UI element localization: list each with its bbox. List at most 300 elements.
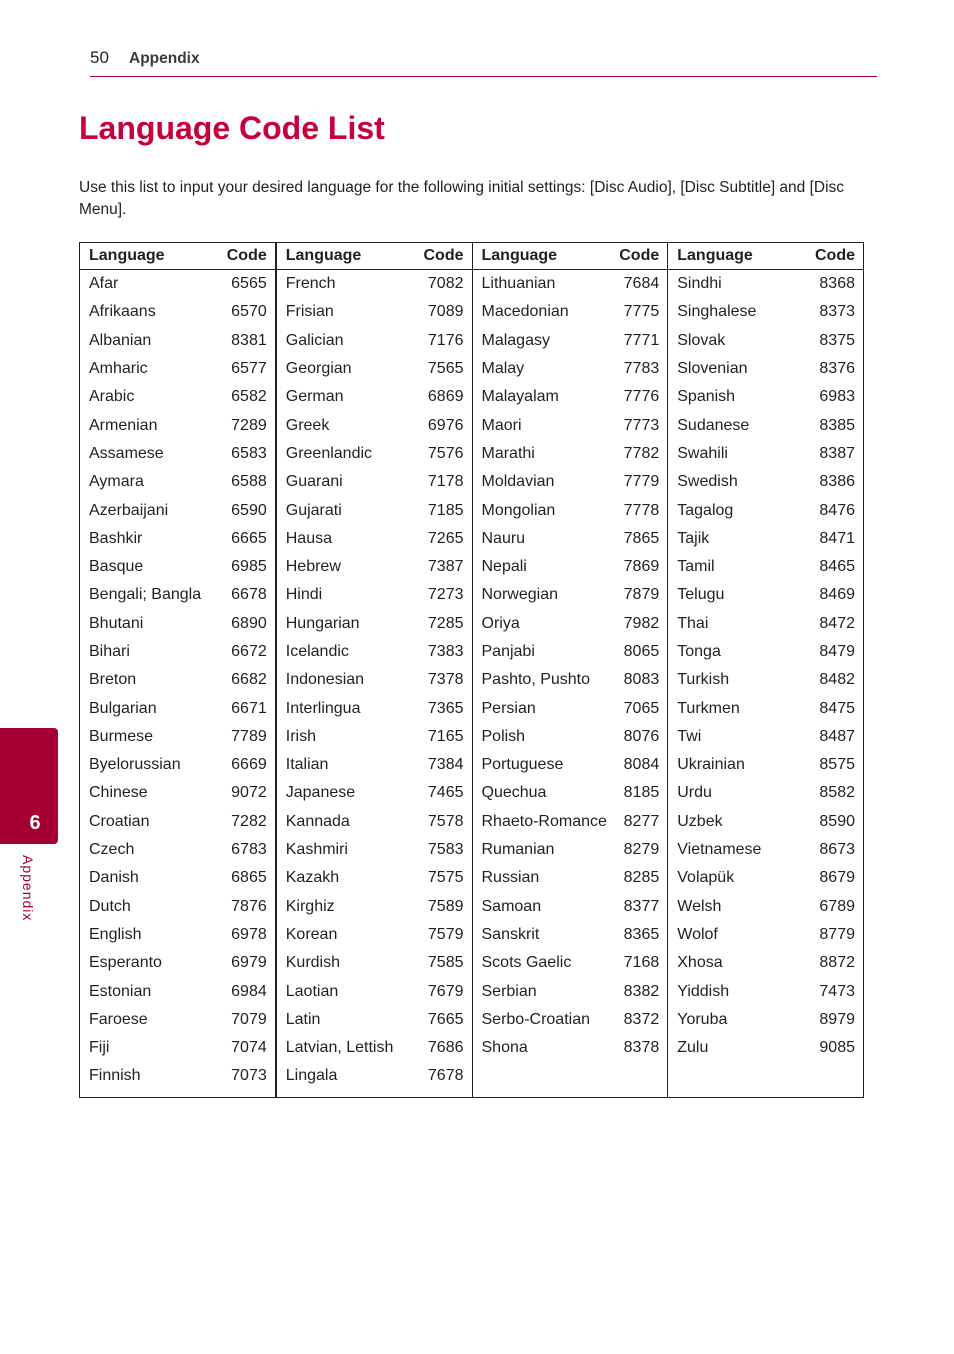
table-row xyxy=(277,1006,472,1034)
table-row xyxy=(668,581,863,609)
language-code: 7565 xyxy=(427,360,464,378)
language-code: 8872 xyxy=(819,954,855,972)
table-row xyxy=(473,327,668,355)
language-name: Serbian xyxy=(481,982,537,1000)
language-code: 8381 xyxy=(231,331,267,349)
language-name: German xyxy=(285,388,344,406)
language-name: Zulu xyxy=(677,1039,709,1057)
language-code: 6978 xyxy=(231,925,267,943)
language-name: Amharic xyxy=(89,360,148,378)
language-name: Chinese xyxy=(89,784,148,802)
language-code: 7665 xyxy=(427,1010,464,1028)
language-name: Frisian xyxy=(285,303,334,321)
language-code: 7679 xyxy=(427,982,464,1000)
language-code: 7779 xyxy=(623,473,660,491)
language-name: Bulgarian xyxy=(89,699,157,717)
page-title: Language Code List xyxy=(79,110,385,146)
table-row xyxy=(277,270,472,298)
language-code: 8377 xyxy=(623,897,660,915)
language-name: Scots Gaelic xyxy=(481,954,572,972)
language-code-table xyxy=(79,242,864,1098)
table-row xyxy=(668,496,863,524)
language-name: Burmese xyxy=(89,727,154,745)
language-code: 8465 xyxy=(819,558,855,576)
table-row xyxy=(668,610,863,638)
language-name: Samoan xyxy=(481,897,542,915)
language-name: Sudanese xyxy=(677,416,750,434)
language-code: 8387 xyxy=(819,444,855,462)
table-row xyxy=(80,440,275,468)
language-name: Azerbaijani xyxy=(89,501,169,519)
language-name: Interlingua xyxy=(285,699,361,717)
language-code: 7579 xyxy=(427,925,464,943)
table-row xyxy=(668,893,863,921)
language-name: Estonian xyxy=(89,982,152,1000)
language-name: Malay xyxy=(481,360,525,378)
language-code: 7576 xyxy=(427,444,464,462)
language-code: 8475 xyxy=(819,699,855,717)
language-name: Hebrew xyxy=(285,558,341,576)
language-code: 7465 xyxy=(427,784,464,802)
code-header: Code xyxy=(815,247,855,264)
table-column xyxy=(80,243,275,1097)
table-row xyxy=(277,893,472,921)
language-name: Rhaeto-Romance xyxy=(481,812,607,830)
language-name: Malayalam xyxy=(481,388,559,406)
table-row xyxy=(473,298,668,326)
language-code: 7176 xyxy=(427,331,464,349)
section-name: Appendix xyxy=(129,50,200,67)
language-code: 6890 xyxy=(231,614,267,632)
table-row xyxy=(473,610,668,638)
language-name: French xyxy=(285,275,336,293)
language-code: 8673 xyxy=(819,841,855,859)
table-row xyxy=(668,921,863,949)
language-code: 7686 xyxy=(427,1039,464,1057)
language-code: 8065 xyxy=(623,643,660,660)
language-name: Hausa xyxy=(285,529,332,547)
language-code: 7771 xyxy=(623,331,660,349)
language-code: 8979 xyxy=(819,1010,855,1028)
table-row xyxy=(668,836,863,864)
language-name: Yiddish xyxy=(677,982,730,1000)
code-header: Code xyxy=(619,247,660,264)
language-code: 6678 xyxy=(231,586,267,604)
language-code: 8472 xyxy=(819,614,855,632)
table-row xyxy=(80,355,275,383)
table-row xyxy=(473,666,668,694)
language-name: Polish xyxy=(481,727,526,745)
language-name: Tagalog xyxy=(677,501,734,519)
table-row xyxy=(668,949,863,977)
language-name: Gujarati xyxy=(285,501,342,519)
table-row xyxy=(277,1062,472,1090)
page-number: 50 xyxy=(90,48,109,67)
table-row xyxy=(277,949,472,977)
table-row xyxy=(80,808,275,836)
table-row xyxy=(668,553,863,581)
language-name: Kazakh xyxy=(285,869,340,887)
table-row xyxy=(668,723,863,751)
language-name: Moldavian xyxy=(481,473,555,491)
language-name: Lithuanian xyxy=(481,275,556,293)
language-code: 6979 xyxy=(231,954,267,972)
table-row xyxy=(473,440,668,468)
language-name: Malagasy xyxy=(481,331,550,349)
language-code: 6577 xyxy=(231,360,267,378)
language-name: Hindi xyxy=(285,586,323,604)
table-row xyxy=(277,525,472,553)
table-row xyxy=(80,610,275,638)
language-code: 7865 xyxy=(623,529,660,547)
language-name: Shona xyxy=(481,1039,528,1057)
table-row xyxy=(277,496,472,524)
table-row xyxy=(473,553,668,581)
language-code: 6983 xyxy=(819,388,855,406)
language-code: 8083 xyxy=(623,671,660,689)
language-code: 7773 xyxy=(623,416,660,434)
table-row xyxy=(668,751,863,779)
language-code: 8368 xyxy=(819,275,855,293)
language-code: 8487 xyxy=(819,727,855,745)
table-row xyxy=(473,270,668,298)
language-name: Thai xyxy=(677,614,709,632)
language-name: Persian xyxy=(481,699,536,717)
language-name: Volapük xyxy=(677,869,735,887)
language-name: Swahili xyxy=(677,444,728,462)
language-code: 6789 xyxy=(819,897,855,915)
table-row xyxy=(80,1006,275,1034)
table-row xyxy=(668,440,863,468)
language-code: 6672 xyxy=(231,643,267,660)
language-header: Language xyxy=(285,247,362,264)
table-column xyxy=(472,243,668,1097)
language-code: 8084 xyxy=(623,756,660,774)
language-name: Latin xyxy=(285,1010,321,1028)
language-name: Slovenian xyxy=(677,360,748,378)
language-name: Maori xyxy=(481,416,522,434)
language-code: 7869 xyxy=(623,558,660,576)
language-code: 7282 xyxy=(231,812,267,830)
language-name: Ukrainian xyxy=(677,756,745,774)
language-name: Kirghiz xyxy=(285,897,335,915)
language-code: 7589 xyxy=(427,897,464,915)
language-code: 7365 xyxy=(427,699,464,717)
language-name: Serbo-Croatian xyxy=(481,1010,590,1028)
language-code: 6985 xyxy=(231,558,267,576)
language-name: Welsh xyxy=(677,897,722,915)
table-row xyxy=(80,977,275,1005)
table-row xyxy=(668,383,863,411)
chapter-number: 6 xyxy=(29,812,41,834)
language-name: Kurdish xyxy=(285,954,340,972)
language-name: Bihari xyxy=(89,643,130,660)
column-header xyxy=(668,243,863,270)
language-code: 8479 xyxy=(819,643,855,660)
language-code: 6565 xyxy=(231,275,267,293)
table-row xyxy=(473,977,668,1005)
language-code: 7876 xyxy=(231,897,267,915)
table-row xyxy=(668,468,863,496)
language-name: Dutch xyxy=(89,897,131,915)
language-name: Nepali xyxy=(481,558,527,576)
language-code: 8482 xyxy=(819,671,855,689)
language-name: Slovak xyxy=(677,331,726,349)
language-name: Latvian, Lettish xyxy=(285,1039,394,1057)
language-name: Xhosa xyxy=(677,954,723,972)
language-code: 7783 xyxy=(623,360,660,378)
language-code: 8378 xyxy=(623,1039,660,1057)
language-name: Yoruba xyxy=(677,1010,728,1028)
table-row xyxy=(473,949,668,977)
language-name: Lingala xyxy=(285,1067,338,1085)
language-name: Italian xyxy=(285,756,329,774)
table-row xyxy=(277,553,472,581)
table-row xyxy=(277,921,472,949)
language-code: 8285 xyxy=(623,869,660,887)
language-name: Uzbek xyxy=(677,812,723,830)
table-row xyxy=(473,864,668,892)
table-row xyxy=(80,1062,275,1090)
page-header xyxy=(90,48,877,77)
table-row xyxy=(277,977,472,1005)
language-code: 9072 xyxy=(231,784,267,802)
table-row xyxy=(473,1006,668,1034)
language-code: 8471 xyxy=(819,529,855,547)
table-row xyxy=(277,808,472,836)
language-code: 7065 xyxy=(623,699,660,717)
language-name: Spanish xyxy=(677,388,736,406)
code-header: Code xyxy=(226,247,267,264)
language-header: Language xyxy=(481,247,558,264)
language-name: Portuguese xyxy=(481,756,564,774)
table-row xyxy=(473,383,668,411)
language-name: Assamese xyxy=(89,444,164,462)
table-row xyxy=(277,751,472,779)
language-code: 6583 xyxy=(231,444,267,462)
language-name: Aymara xyxy=(89,473,144,491)
table-row xyxy=(277,836,472,864)
language-name: Oriya xyxy=(481,614,520,632)
language-code: 8582 xyxy=(819,784,855,802)
table-row xyxy=(473,525,668,553)
table-row xyxy=(277,638,472,666)
language-code: 7089 xyxy=(427,303,464,321)
table-row xyxy=(277,666,472,694)
language-name: Galician xyxy=(285,331,344,349)
table-row xyxy=(80,751,275,779)
language-name: Norwegian xyxy=(481,586,558,604)
language-code: 7678 xyxy=(427,1067,464,1085)
language-name: Macedonian xyxy=(481,303,569,321)
table-row xyxy=(668,411,863,439)
language-header: Language xyxy=(677,247,753,264)
table-row xyxy=(473,355,668,383)
language-code: 7585 xyxy=(427,954,464,972)
language-name: Georgian xyxy=(285,360,352,378)
language-code: 6865 xyxy=(231,869,267,887)
language-code: 8375 xyxy=(819,331,855,349)
language-name: Kashmiri xyxy=(285,841,348,859)
table-row xyxy=(473,581,668,609)
language-name: Russian xyxy=(481,869,540,887)
language-name: Kannada xyxy=(285,812,350,830)
column-header xyxy=(473,243,668,270)
table-row xyxy=(668,779,863,807)
language-code: 7387 xyxy=(427,558,464,576)
table-row xyxy=(80,468,275,496)
table-row xyxy=(277,298,472,326)
language-code: 7285 xyxy=(427,614,464,632)
table-row xyxy=(80,836,275,864)
language-code: 8076 xyxy=(623,727,660,745)
language-code: 8376 xyxy=(819,360,855,378)
table-row xyxy=(668,525,863,553)
table-row xyxy=(277,411,472,439)
language-code: 6783 xyxy=(231,841,267,859)
table-row xyxy=(668,808,863,836)
language-name: Pashto, Pushto xyxy=(481,671,591,689)
table-row xyxy=(668,977,863,1005)
language-code: 7384 xyxy=(427,756,464,774)
table-row xyxy=(668,1034,863,1062)
language-code: 8679 xyxy=(819,869,855,887)
table-row xyxy=(80,525,275,553)
language-name: Finnish xyxy=(89,1067,141,1085)
language-code: 7782 xyxy=(623,444,660,462)
table-row xyxy=(80,666,275,694)
table-row xyxy=(668,327,863,355)
language-name: Afrikaans xyxy=(89,303,156,321)
language-name: Bengali; Bangla xyxy=(89,586,202,604)
language-code: 7178 xyxy=(427,473,464,491)
language-name: Turkmen xyxy=(677,699,740,717)
table-row xyxy=(80,553,275,581)
language-code: 8575 xyxy=(819,756,855,774)
table-row xyxy=(473,808,668,836)
table-row xyxy=(668,864,863,892)
language-code: 7378 xyxy=(427,671,464,689)
table-row xyxy=(80,949,275,977)
language-code: 6682 xyxy=(231,671,267,689)
table-row xyxy=(473,921,668,949)
table-row xyxy=(277,610,472,638)
language-code: 7684 xyxy=(623,275,660,293)
table-row xyxy=(277,327,472,355)
table-row xyxy=(473,751,668,779)
language-code: 7778 xyxy=(623,501,660,519)
column-header xyxy=(277,243,472,270)
language-name: Telugu xyxy=(677,586,725,604)
language-name: Marathi xyxy=(481,444,535,462)
language-name: Esperanto xyxy=(89,954,162,972)
language-code: 7578 xyxy=(427,812,464,830)
language-name: Tamil xyxy=(677,558,715,576)
table-row xyxy=(277,779,472,807)
language-code: 7082 xyxy=(427,275,464,293)
language-code: 8476 xyxy=(819,501,855,519)
table-row xyxy=(668,694,863,722)
language-code: 9085 xyxy=(819,1039,855,1057)
language-name: Laotian xyxy=(285,982,339,1000)
table-row xyxy=(473,893,668,921)
language-code: 7273 xyxy=(427,586,464,604)
language-code: 7185 xyxy=(427,501,464,519)
language-name: Twi xyxy=(677,727,702,745)
language-code: 6665 xyxy=(231,529,267,547)
language-code: 8386 xyxy=(819,473,855,491)
table-row xyxy=(473,779,668,807)
language-name: Wolof xyxy=(677,925,718,943)
language-code: 6588 xyxy=(231,473,267,491)
table-row xyxy=(473,468,668,496)
table-column xyxy=(275,243,472,1097)
language-code: 6984 xyxy=(231,982,267,1000)
table-row xyxy=(277,723,472,751)
language-name: Byelorussian xyxy=(89,756,181,774)
language-code: 8385 xyxy=(819,416,855,434)
language-code: 7073 xyxy=(231,1067,267,1085)
language-code: 7575 xyxy=(427,869,464,887)
language-name: Irish xyxy=(285,727,316,745)
language-name: Tonga xyxy=(677,643,721,660)
language-code: 8277 xyxy=(623,812,660,830)
language-name: Swedish xyxy=(677,473,738,491)
table-row xyxy=(277,440,472,468)
language-name: Sanskrit xyxy=(481,925,540,943)
language-name: Albanian xyxy=(89,331,152,349)
table-row xyxy=(473,496,668,524)
language-name: Panjabi xyxy=(481,643,535,660)
table-row xyxy=(80,921,275,949)
language-code: 6582 xyxy=(231,388,267,406)
language-code: 6976 xyxy=(427,416,464,434)
language-name: English xyxy=(89,925,142,943)
language-name: Indonesian xyxy=(285,671,365,689)
language-code: 8185 xyxy=(623,784,660,802)
language-code: 8365 xyxy=(623,925,660,943)
language-code: 8779 xyxy=(819,925,855,943)
language-code: 7879 xyxy=(623,586,660,604)
language-name: Breton xyxy=(89,671,137,689)
language-code: 6570 xyxy=(231,303,267,321)
table-row xyxy=(80,779,275,807)
language-name: Icelandic xyxy=(285,643,349,660)
language-code: 8590 xyxy=(819,812,855,830)
table-row xyxy=(277,383,472,411)
language-name: Croatian xyxy=(89,812,150,830)
column-header xyxy=(80,243,275,270)
table-row xyxy=(668,666,863,694)
language-code: 7789 xyxy=(231,727,267,745)
language-name: Greenlandic xyxy=(285,444,373,462)
language-code: 8382 xyxy=(623,982,660,1000)
table-row xyxy=(668,355,863,383)
table-row xyxy=(277,581,472,609)
table-row xyxy=(80,1034,275,1062)
language-code: 8372 xyxy=(623,1010,660,1028)
table-row xyxy=(277,694,472,722)
table-row xyxy=(277,355,472,383)
code-header: Code xyxy=(423,247,464,264)
language-code: 6669 xyxy=(231,756,267,774)
table-row xyxy=(473,411,668,439)
table-row xyxy=(473,1034,668,1062)
table-row xyxy=(668,638,863,666)
language-code: 7165 xyxy=(427,727,464,745)
table-row xyxy=(80,694,275,722)
table-row xyxy=(80,270,275,298)
